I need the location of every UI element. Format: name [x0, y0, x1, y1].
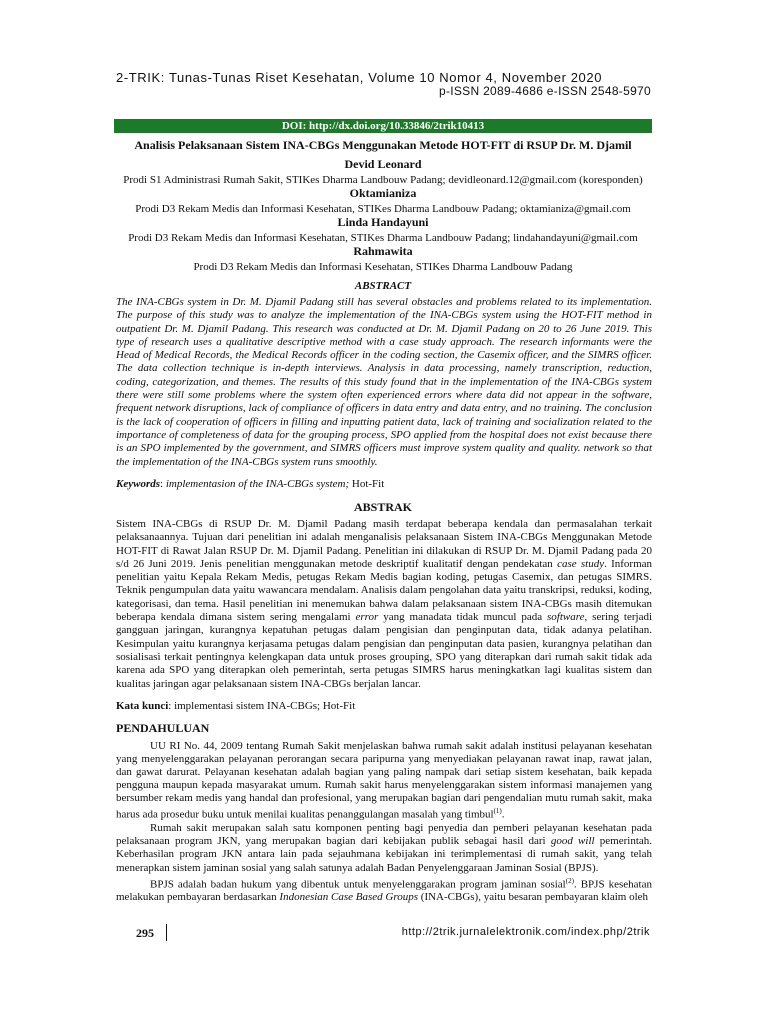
paragraph: [116, 740, 652, 822]
paragraph-text: . BPJS kesehatan melakukan pembayaran berdasarkan: [116, 878, 652, 904]
abstrak-part: , sering terjadi gangguan jaringan, kurangnya kepatuhan petugas dalam pengisian dan penginputan data, tidak adanya pelatihan. Kesimpulan yaitu kurangnya kerjasama petugas dalam pengisian dan penginputan data pasien, kurangnya pelatihan dan sosialisasi terkait pentingnya kelengkapan data untuk proses grouping, SPO yang diterapkan dari rumah sakit tidak ada karena ada SPO yang diterapkan oleh pemerintah, serta petugas SIMRS harus meningkatkan lagi kualitas sistem dan kualitas jaringan agar pelaksanaan sistem INA-CBGs berjalan lancar.: [116, 611, 653, 690]
author-affiliation: Prodi D3 Rekam Medis dan Informasi Kesehatan, STIKes Dharma Landbouw Padang; oktamianiza@gmail.com: [135, 203, 631, 215]
abstract-heading: ABSTRACT: [354, 280, 412, 292]
citation[interactable]: (1): [493, 807, 502, 816]
author-name: Oktamianiza: [349, 186, 417, 200]
author-name: Linda Handayuni: [337, 215, 429, 229]
paragraph-text: Rumah sakit merupakan salah satu komponen penting bagi penyedia dan pemberi pelayanan kesehatan pada pelaksanaan program JKN, yang merupakan bagian dari kebijakan publik sebagai hasil dari: [116, 822, 652, 848]
author-name: Devid Leonard: [344, 157, 422, 171]
abstrak-emphasis: software: [547, 611, 585, 624]
issn: p-ISSN 2089-4686 e-ISSN 2548-5970: [438, 84, 651, 98]
abstrak-part: . Informan penelitian yaitu Kepala Rekam Medis, petugas Rekam Medis bagian koding, petugas Casemix, dan petugas SIMRS. Teknik pengumpulan data yaitu wawancara mendalam. Analisis dalam pengolahan data yaitu transkripsi, reduksi, koding, kategorisasi, dan tema. Hasil penelitian ini menemukan bahwa dalam pelaksanaan sistem INA-CBGs masih ditemukan beberapa kendala dimana sistem sering mengalami: [116, 557, 653, 624]
citation[interactable]: (2): [565, 876, 574, 885]
author-name: Rahmawita: [353, 244, 413, 258]
paragraph-text: BPJS adalah badan hukum yang dibentuk untuk menyelenggarakan program jaminan sosial: [150, 878, 566, 891]
keywords-id: [116, 700, 652, 712]
doi-banner[interactable]: DOI: http://dx.doi.org/10.33846/2trik10413: [114, 119, 652, 133]
author-affiliation: Prodi S1 Administrasi Rumah Sakit, STIKes Dharma Landbouw Padang; devidleonard.12@gmail.com (koresponden): [123, 174, 643, 186]
footer-divider: [166, 924, 167, 941]
abstrak-heading: ABSTRAK: [353, 500, 412, 514]
kata-kunci-value: : implementasi sistem INA-CBGs; Hot-Fit: [168, 700, 356, 712]
paragraph: [116, 875, 652, 905]
paragraph-text: UU RI No. 44, 2009 tentang Rumah Sakit menjelaskan bahwa rumah sakit adalah institusi pelayanan kesehatan yang menyelenggarakan pelayanan perorangan secara paripurna yang menyediakan pelayanan rawat inap, rawat jalan, dan gawat darurat. Pelayanan kesehatan adalah bagian yang paling nampak dari setiap sistem kesehatan, baik kepada pengguna maupun kepada masyarakat umum. Rumah sakit harus menyelenggarakan sistem informasi manajemen yang bersumber rekam medis yang handal dan profesional, yang merupakan bagian dari pengendalian mutu rumah sakit, maka harus ada prosedur buku untuk menilai kualitas penanggulangan masalah yang timbul: [116, 740, 652, 822]
paragraph-emphasis: Indonesian Case Based Groups: [279, 891, 419, 904]
keywords-italic: implementasion of the INA-CBGs system;: [165, 478, 350, 490]
keywords-en: [116, 478, 652, 490]
keywords-label: Keywords: [116, 478, 160, 490]
kata-kunci-label: Kata kunci: [116, 700, 169, 712]
section-heading: PENDAHULUAN: [116, 721, 210, 735]
abstrak-text: [116, 518, 652, 691]
abstrak-part: Sistem INA-CBGs di RSUP Dr. M. Djamil Padang masih terdapat beberapa kendala dan permasalahan terkait pelaksanaannya. Tujuan dari penelitian ini adalah menganalisis pelaksanaan Sistem INA-CBGs Menggunakan Metode HOT-FIT di Rawat Jalan RSUP Dr. M. Djamil Padang. Penelitian ini dilakukan di RSUP Dr. M. Djamil Padang pada 20 s/d 26 Juni 2019. Jenis penelitian menggunakan metode deskriptif kualitatif dengan pendekatan: [116, 518, 652, 570]
abstrak-emphasis: error: [355, 611, 379, 624]
paragraph-text: (INA-CBGs), yaitu besaran pembayaran klaim oleh: [420, 891, 649, 904]
abstrak-emphasis: case study: [557, 557, 605, 570]
page-number: 295: [136, 926, 154, 940]
abstrak-part: yang manadata tidak muncul pada: [383, 611, 543, 624]
keywords-plain: Hot-Fit: [351, 478, 385, 490]
paper-title: Analisis Pelaksanaan Sistem INA-CBGs Menggunakan Metode HOT-FIT di RSUP Dr. M. Djamil: [134, 138, 632, 152]
paragraph-text: .: [501, 809, 505, 822]
paragraph-text: pemerintah. Keberhasilan program JKN antara lain pada sejauhmana kebijakan ini terimplementasi di rumah sakit, yang telah menerapkan sistem jaminan sosial yang salah satunya adalah Badan Penyelenggaraan Jaminan Sosial (BPJS).: [116, 835, 653, 874]
body-text: [116, 740, 652, 904]
paragraph-emphasis: good will: [550, 835, 595, 848]
keywords-colon: :: [160, 478, 166, 490]
author-affiliation: Prodi D3 Rekam Medis dan Informasi Kesehatan, STIKes Dharma Landbouw Padang: [193, 261, 573, 273]
abstract-text: The INA-CBGs system in Dr. M. Djamil Padang still has several obstacles and problems related to its implementation. The purpose of this study was to analyze the implementation of the INA-CBGs system using the HOT-FIT method in outpatient Dr. M. Djamil Padang. This research was conducted at Dr. M. Djamil Padang on 20 to 26 June 2019. This type of research uses a qualitative descriptive method with a case study approach. The research informants were the Head of Medical Records, the Medical Records officer in the coding section, the Casemix officer, and the SIMRS officer. The data collection technique is in-depth interviews. Analysis in data processing, namely transcription, reduction, coding, categorization, and themes. The results of this study found that in the implementation of the INA-CBGs system there were still some problems where the system often experienced errors where data did not appear in the software, frequent network disruptions, lack of compliance of officers in data entry and data entry, and no training. The conclusion is the lack of cooperation of officers in filling and inputting patient data, lack of training and socialization related to the importance of completeness of data for the grouping process, SPO applied from the hospital does not exist because there is an SPO implemented by the government, and SIMRS officers must improve system quality and quality. network so that the implementation of the INA-CBGs system runs smoothly.: [116, 296, 652, 468]
journal-url-link[interactable]: http://2trik.jurnalelektronik.com/index.php/2trik: [401, 926, 650, 938]
author-affiliation: Prodi D3 Rekam Medis dan Informasi Kesehatan, STIKes Dharma Landbouw Padang; lindahandayuni@gmail.com: [128, 232, 638, 244]
journal-title: 2-TRIK: Tunas-Tunas Riset Kesehatan, Volume 10 Nomor 4, November 2020: [116, 70, 603, 85]
paragraph: [116, 822, 652, 874]
